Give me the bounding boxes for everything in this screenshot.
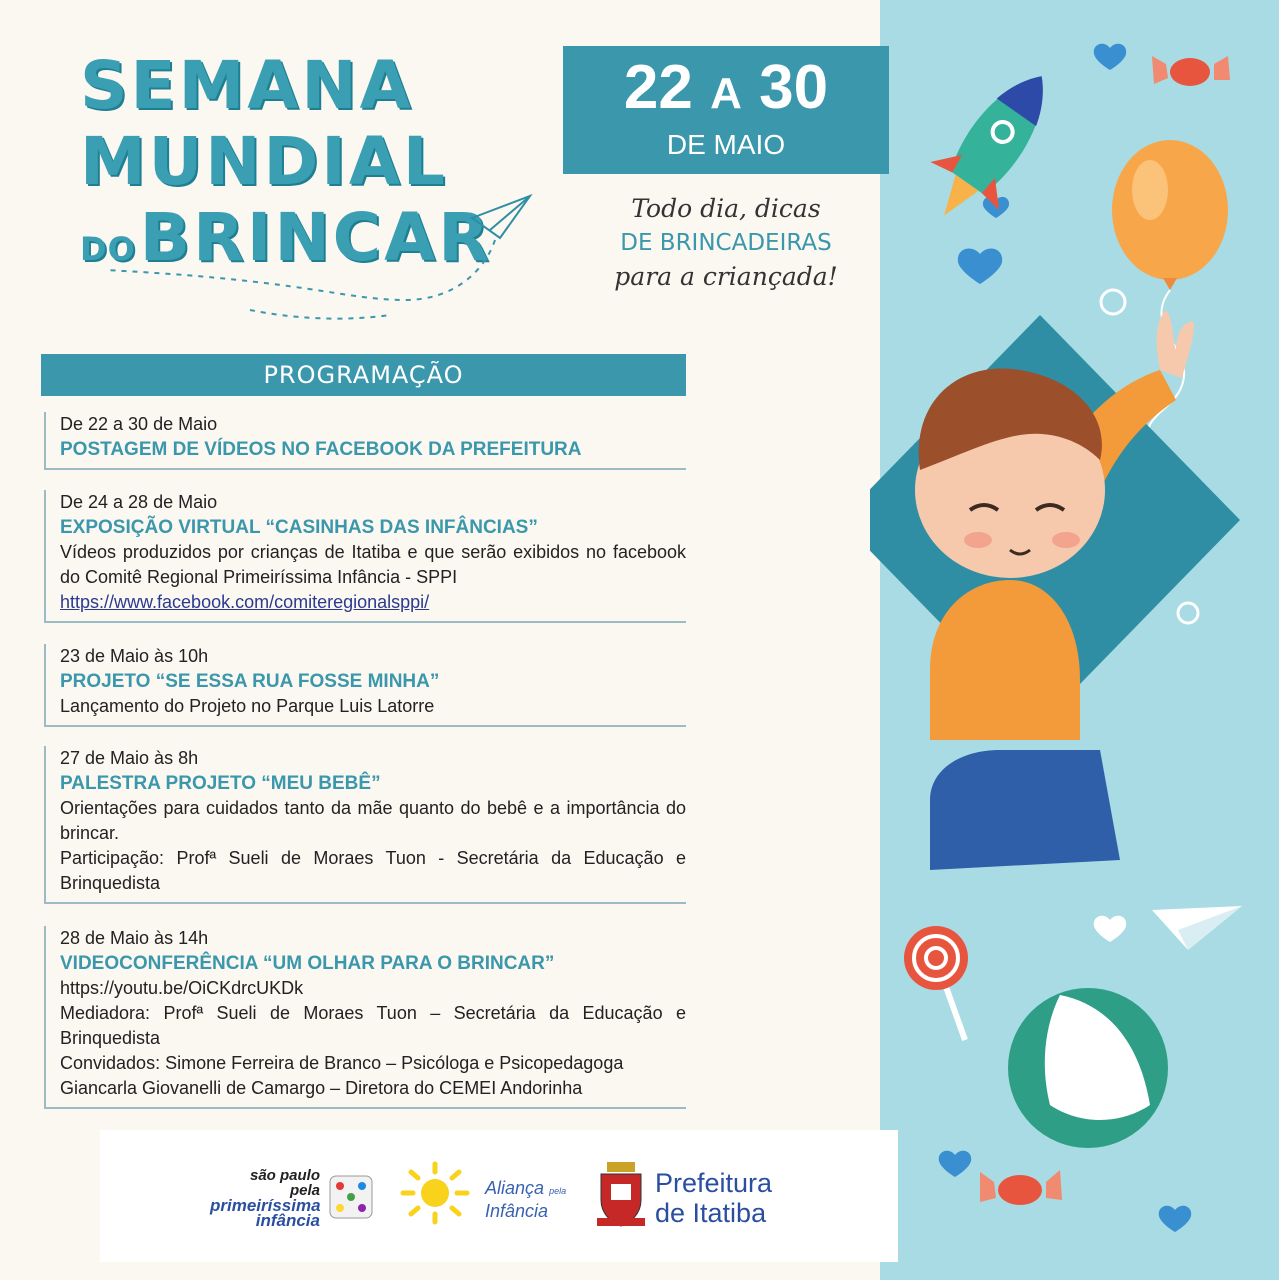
date-month: DE MAIO xyxy=(666,129,786,160)
event-mediator: Mediadora: Profª Sueli de Moraes Tuon – Secretária da Educação e Brinquedista xyxy=(60,1003,686,1048)
paper-plane-icon xyxy=(1152,906,1242,950)
schedule-item xyxy=(44,746,686,904)
logo-text: são paulo xyxy=(249,1167,320,1184)
event-date: 28 de Maio às 14h xyxy=(60,928,209,948)
event-guests: Convidados: Simone Ferreira de Branco – Psicóloga e Psicopedagoga xyxy=(60,1053,624,1073)
lollipop-icon xyxy=(904,926,968,1040)
candy-icon xyxy=(1152,56,1230,86)
paper-plane-icon xyxy=(100,190,540,330)
event-date: De 22 a 30 de Maio xyxy=(60,414,218,434)
facebook-link[interactable]: https://www.facebook.com/comiteregionalsppi/ xyxy=(60,592,430,612)
title-small-word: DO xyxy=(80,230,136,268)
title-big-word: BRINCAR xyxy=(139,199,493,276)
logo-text: Aliança xyxy=(485,1178,545,1198)
event-description: Vídeos produzidos por crianças de Itatiba e que serão exibidos no facebook do Comitê Regional Primeiríssima Infância - SPPI xyxy=(60,542,686,587)
prefeitura-logo xyxy=(655,1168,772,1228)
tagline-line-3: para a criançada! xyxy=(614,262,838,291)
sun-icon xyxy=(395,1160,475,1226)
illustration xyxy=(870,40,1279,1270)
schedule-item xyxy=(44,926,686,1109)
event-name: EXPOSIÇÃO VIRTUAL “CASINHAS DAS INFÂNCIAS” xyxy=(60,517,538,538)
ball-icon xyxy=(1008,988,1168,1148)
date-range xyxy=(563,54,889,128)
title-line-1: SEMANA xyxy=(80,47,414,124)
youtube-url[interactable]: https://youtu.be/OiCKdrcUKDk xyxy=(60,978,304,998)
schedule-header: PROGRAMAÇÃO xyxy=(41,354,686,396)
event-name: VIDEOCONFERÊNCIA “UM OLHAR PARA O BRINCAR” xyxy=(60,953,555,974)
title-line-2: MUNDIAL xyxy=(80,123,448,200)
date-range-box xyxy=(563,46,889,174)
logo-text: Prefeitura xyxy=(655,1168,773,1198)
logo-text: infância xyxy=(255,1211,320,1230)
event-name: POSTAGEM DE VÍDEOS NO FACEBOOK DA PREFEITURA xyxy=(60,439,582,460)
logo-text: pela xyxy=(289,1182,320,1199)
schedule-item xyxy=(44,412,686,470)
logo-text: Infância xyxy=(485,1201,549,1221)
event-date: 27 de Maio às 8h xyxy=(60,748,199,768)
heart-icon xyxy=(1094,916,1126,942)
schedule-item xyxy=(44,490,686,623)
tagline xyxy=(563,192,889,294)
end-day: 30 xyxy=(759,53,829,122)
event-guests-cont: Giancarla Giovanelli de Camargo – Diretora do CEMEI Andorinha xyxy=(60,1078,583,1098)
event-name: PROJETO “SE ESSA RUA FOSSE MINHA” xyxy=(60,671,440,692)
event-description: Lançamento do Projeto no Parque Luis Latorre xyxy=(60,696,435,716)
schedule-item xyxy=(44,644,686,727)
sponsor-logos xyxy=(100,1130,898,1262)
event-name: PALESTRA PROJETO “MEU BEBÊ” xyxy=(60,773,381,794)
tagline-line-1: Todo dia, dicas xyxy=(631,194,821,223)
start-day: 22 xyxy=(623,53,693,122)
event-description: Orientações para cuidados tanto da mãe quanto do bebê e a importância do brincar. xyxy=(60,798,686,843)
date-connector: A xyxy=(710,69,742,118)
logo-text: de Itatiba xyxy=(655,1198,767,1228)
logo-text: pela xyxy=(549,1186,567,1196)
alianca-logo xyxy=(485,1178,566,1221)
candy-icon xyxy=(980,1170,1062,1205)
logo-text: primeiríssima xyxy=(210,1196,321,1215)
dice-icon xyxy=(326,1172,376,1222)
event-date: De 24 a 28 de Maio xyxy=(60,492,218,512)
event-date: 23 de Maio às 10h xyxy=(60,646,209,666)
coat-of-arms-icon xyxy=(593,1160,649,1230)
tagline-line-2: DE BRINCADEIRAS xyxy=(620,230,832,256)
sp-primeirissima-logo xyxy=(210,1168,370,1228)
event-participation: Participação: Profª Sueli de Moraes Tuon - Secretária da Educação e Brinquedista xyxy=(60,848,686,893)
